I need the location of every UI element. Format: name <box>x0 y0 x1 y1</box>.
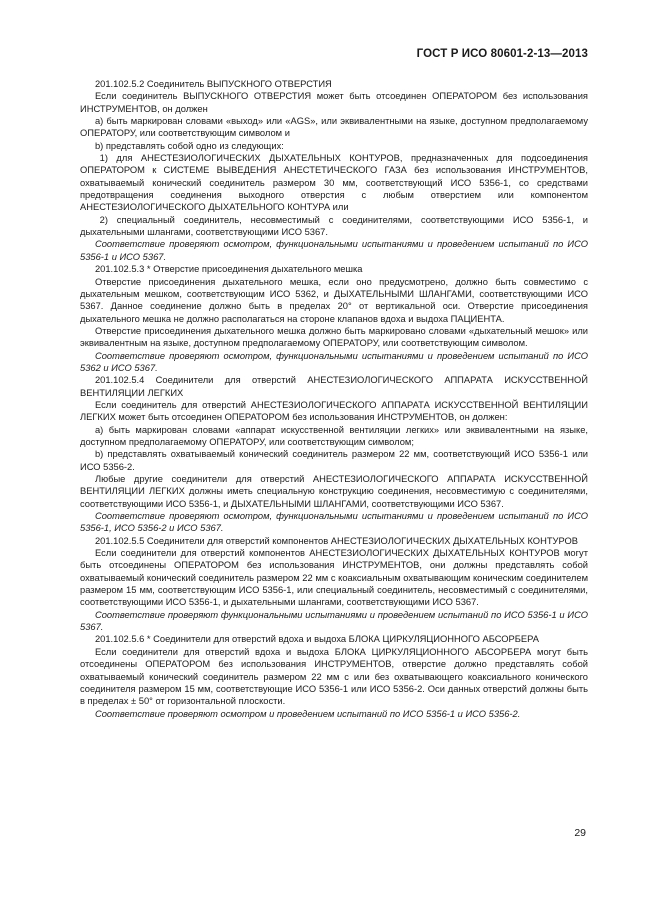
paragraph: 201.102.5.2 Соединитель ВЫПУСКНОГО ОТВЕРСТИЯ <box>94 79 332 89</box>
paragraph: 201.102.5.3 * Отверстие присоединения дыхательного мешка <box>94 264 363 275</box>
document-body <box>80 78 588 720</box>
paragraph: Если соединители для отверстий вдоха и выдоха БЛОКА ЦИРКУЛЯЦИОННОГО АБСОРБЕРА могут быть отсоединены ОПЕРАТОРОМ без использования ИНСТРУМЕНТОВ, отверстие должно представлять собой охватываемый конический соединитель размером 22 мм с или без охватывающего коаксиального конического соединителя размером 15 мм, соответствующие ИСО 5356-1 или ИСО 5356-2. Оси данных отверстий должны быть в пределах ± 50° от горизонтальной плоскости. <box>80 646 588 707</box>
paragraph: 2) специальный соединитель, несовместимый с соединителями, соответствующими ИСО 5356-1, и дыхательными шлангами, соответствующими ИСО 5367. <box>80 214 588 238</box>
paragraph: 201.102.5.5 Соединители для отверстий компонентов АНЕСТЕЗИОЛОГИЧЕСКИХ ДЫХАТЕЛЬНЫХ КОНТУРОВ <box>94 535 578 546</box>
paragraph: a) быть маркирован словами «аппарат искусственной вентиляции легких» или эквивалентными на языке, доступном предполагаемому ОПЕРАТОРУ, или соответствующим символом; <box>80 424 588 447</box>
page-number: 29 <box>574 827 586 839</box>
paragraph: Любые другие соединители для отверстий АНЕСТЕЗИОЛОГИЧЕСКОГО АППАРАТА ИСКУССТВЕННОЙ ВЕНТИЛЯЦИИ ЛЕГКИХ должны иметь специальную конструкцию соединения, несовместимую с соединителями, соответствующими ИСО 5356-1, и ДЫХАТЕЛЬНЫМИ ШЛАНГАМИ, соответствующими ИСО 5367. <box>80 474 588 509</box>
paragraph: b) представлять собой одно из следующих: <box>94 140 284 151</box>
paragraph: Отверстие присоединения дыхательного мешка, если оно предусмотрено, должно быть совместимо с дыхательным мешком, соответствующим ИСО 5362, и ДЫХАТЕЛЬНЫМИ ШЛАНГАМИ, соответствующими ИСО 5367. Данное соединение должно быть в пределах 20° от вертикальной оси. Отверстие присоединения дыхательного мешка не должно располагаться на стороне клапанов вдоха и выдоха ПАЦИЕНТА. <box>80 276 588 324</box>
paragraph: 201.102.5.6 * Соединители для отверстий вдоха и выдоха БЛОКА ЦИРКУЛЯЦИОННОГО АБСОРБЕРА <box>94 634 539 645</box>
paragraph: b) представлять охватываемый конический соединитель размером 22 мм, соответствующий ИСО 5356-1 или ИСО 5356-2. <box>80 449 588 472</box>
compliance-note: Соответствие проверяют функциональными испытаниями и проведением испытаний по ИСО 5356-1 и ИСО 5367. <box>80 609 588 633</box>
compliance-note: Соответствие проверяют осмотром и проведением испытаний по ИСО 5356-1 и ИСО 5356-2. <box>94 708 521 719</box>
compliance-note: Соответствие проверяют осмотром, функциональными испытаниями и проведением испытаний по ИСО 5362 и ИСО 5367. <box>80 350 588 373</box>
compliance-note: Соответствие проверяют осмотром, функциональными испытаниями и проведением испытаний по ИСО 5356-1, ИСО 5356-2 и ИСО 5367. <box>80 511 588 534</box>
paragraph: Если соединитель для отверстий АНЕСТЕЗИОЛОГИЧЕСКОГО АППАРАТА ИСКУССТВЕННОЙ ВЕНТИЛЯЦИИ ЛЕГКИХ может быть отсоединен ОПЕРАТОРОМ без использования ИНСТРУМЕНТОВ, он должен: <box>80 399 588 423</box>
paragraph: Отверстие присоединения дыхательного мешка должно быть маркировано словами «дыхательный мешок» или эквивалентным на языке, доступном предполагаемому ОПЕРАТОРУ, или соответствующим символом. <box>80 325 588 349</box>
compliance-note: Соответствие проверяют осмотром, функциональными испытаниями и проведением испытаний по ИСО 5356-1 и ИСО 5367. <box>80 239 588 262</box>
paragraph: a) быть маркирован словами «выход» или «AGS», или эквивалентными на языке, доступном предполагаемому ОПЕРАТОРУ, или соответствующим символом и <box>80 116 588 139</box>
paragraph: Если соединители для отверстий компонентов АНЕСТЕЗИОЛОГИЧЕСКИХ ДЫХАТЕЛЬНЫХ КОНТУРОВ могут быть отсоединены ОПЕРАТОРОМ без использования ИНСТРУМЕНТОВ, они должны представлять собой охватываемый конический соединитель размером 22 мм с коаксиальным охватывающим коническим соединителем размером 15 мм, соответствующим ИСО 5356-1, или специальный соединитель, несовместимый с соединителями, соответствующими ИСО 5356-1, и дыхательными шлангами, соответствующими ИСО 5367. <box>80 548 588 608</box>
paragraph: 201.102.5.4 Соединители для отверстий АНЕСТЕЗИОЛОГИЧЕСКОГО АППАРАТА ИСКУССТВЕННОЙ ВЕНТИЛЯЦИИ ЛЕГКИХ <box>80 375 588 398</box>
paragraph: Если соединитель ВЫПУСКНОГО ОТВЕРСТИЯ может быть отсоединен ОПЕРАТОРОМ без использования ИНСТРУМЕНТОВ, он должен <box>80 91 588 114</box>
standard-header: ГОСТ Р ИСО 80601-2-13—2013 <box>416 48 588 60</box>
paragraph: 1) для АНЕСТЕЗИОЛОГИЧЕСКИХ ДЫХАТЕЛЬНЫХ КОНТУРОВ, предназначенных для подсоединения ОПЕРАТОРОМ к СИСТЕМЕ ВЫВЕДЕНИЯ АНЕСТЕТИЧЕСКОГО ГАЗА без использования ИНСТРУМЕНТОВ, охватываемый конический соединитель размером 30 мм, соответствующий ИСО 5356-1, со средствами предотвращения соединения выходного отверстия с любым отверстием или компонентом АНЕСТЕЗИОЛОГИЧЕСКОГО ДЫХАТЕЛЬНОГО КОНТУРА или <box>80 153 588 213</box>
